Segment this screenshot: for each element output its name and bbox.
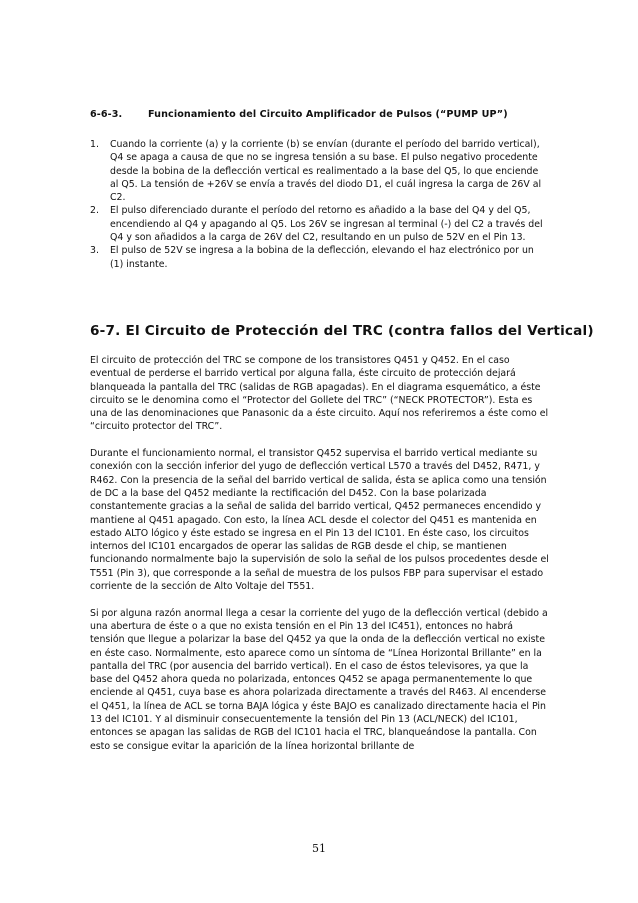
list-item	[90, 204, 548, 244]
list-item-number: 1.	[90, 139, 99, 150]
numbered-list	[90, 138, 548, 271]
paragraph: El circuito de protección del TRC se compone de los transistores Q451 y Q452. En el caso eventual de perderse el barrido vertical por alguna falla, éste circuito de protección dejará blanqueada la pantalla del TRC (salidas de RGB apagadas). En el diagrama esquemático, a éste circuito se le denomina como el “Protector del Gollete del TRC” (“NECK PROTECTOR”). Esta es una de las denominaciones que Panasonic da a éste circuito. Aquí nos referiremos a éste como el “circuito protector del TRC”.	[90, 355, 549, 433]
paragraph: Si por alguna razón anormal llega a cesar la corriente del yugo de la deflección vertical (debido a una abertura de éste o a que no exista tensión en el Pin 13 del IC451), entonces no habrá tensión que llegue a polarizar la base del Q452 ya que la onda de la deflección vertical no existe en éste caso. Normalmente, esto aparece como un síntoma de “Línea Horizontal Brillante” en la pantalla del TRC (por ausencia del barrido vertical). En el caso de éstos televisores, ya que la base del Q452 ahora queda no polarizada, entonces Q452 se apaga permanentemente lo que enciende al Q451, cuya base es ahora polarizada directamente a través del R463. Al encenderse el Q451, la línea de ACL se torna BAJA lógica y éste BAJO es canalizado directamente hacia el Pin 13 del IC101. Y al disminuir consecuentemente la tensión del Pin 13 (ACL/NECK) del IC101, entonces se apagan las salidas de RGB del IC101 hacia el TRC, blanqueándose la pantalla. Con esto se consigue evitar la aparición de la línea horizontal brillante de	[90, 607, 548, 752]
list-item-text: El pulso de 52V se ingresa a la bobina de la deflección, elevando el haz electrónico por un (1) instante.	[110, 245, 534, 270]
list-item-text: El pulso diferenciado durante el período del retorno es añadido a la base del Q4 y del Q5, encendiendo al Q4 y apagando al Q5. Los 26V se ingresan al terminal (-) del C2 a través del Q4 y son añadidos a la carga de 26V del C2, resultando en un pulso de 52V en el Pin 13.	[110, 205, 543, 244]
section-body	[90, 354, 550, 766]
list-item	[90, 138, 548, 204]
section-heading: 6-7. El Circuito de Protección del TRC (contra fallos del Vertical)	[90, 323, 594, 339]
list-item	[90, 244, 548, 271]
subsection-number: 6-6-3.	[90, 109, 123, 120]
subsection-heading	[90, 109, 548, 120]
paragraph: Durante el funcionamiento normal, el transistor Q452 supervisa el barrido vertical mediante su conexión con la sección inferior del yugo de deflección vertical L570 a través del D452, R471, y R462. Con la presencia de la señal del barrido vertical de salida, ésta se aplica como una tensión de DC a la base del Q452 mediante la rectificación del D452. Con la base polarizada constantemente gracias a la señal de salida del barrido vertical, Q452 permaneces encendido y mantiene al Q451 apagado. Con esto, la línea ACL desde el colector del Q451 es mantenida en estado ALTO lógico y éste estado se ingresa en el Pin 13 del IC101. En éste caso, los circuitos internos del IC101 encargados de operar las salidas de RGB desde el chip, se mantienen funcionando normalmente bajo la supervisión de solo la señal de los pulsos procedentes desde el T551 (Pin 3), que corresponde a la señal de muestra de los pulsos FBP para supervisar el estado corriente de la sección de Alto Voltaje del T551.	[90, 448, 549, 593]
subsection-title: Funcionamiento del Circuito Amplificador de Pulsos (“PUMP UP”)	[148, 109, 508, 120]
list-item-number: 3.	[90, 245, 99, 257]
list-item-number: 2.	[90, 205, 99, 217]
page-number: 51	[312, 842, 326, 855]
list-item-text: Cuando la corriente (a) y la corriente (b) se envían (durante el período del barrido vertical), Q4 se apaga a causa de que no se ingresa tensión a su base. El pulso negativo procedente desde la bobina de la deflección vertical es realimentado a la base del Q5, lo que enciende al Q5. La tensión de +26V se envía a través del diodo D1, el cuál ingresa la carga de 26V al C2.	[110, 139, 542, 204]
